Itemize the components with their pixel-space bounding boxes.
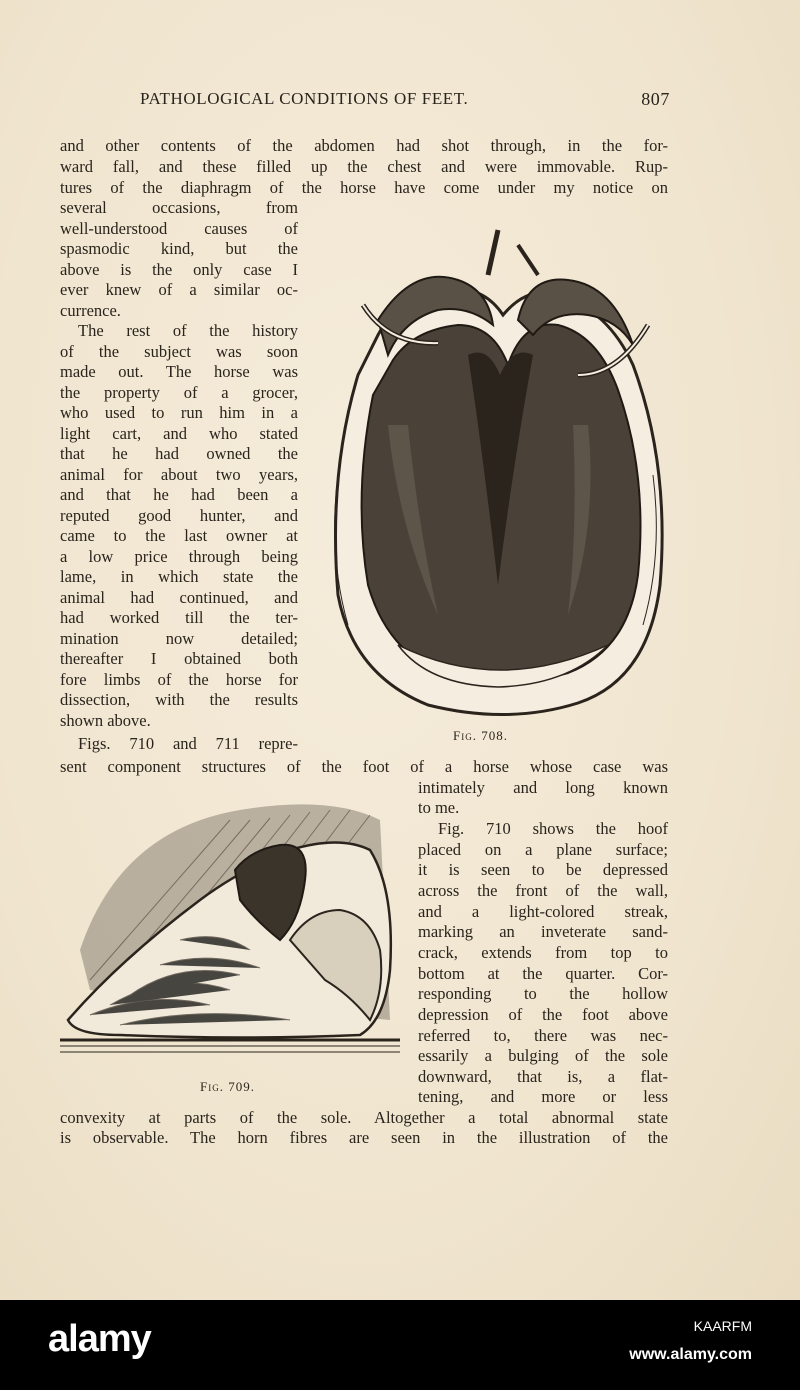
alamy-logo: alamy xyxy=(48,1318,151,1360)
text-line: of the subject was soon xyxy=(60,342,298,361)
text-line: and that he had been a xyxy=(60,485,298,504)
hoof-sole-illustration xyxy=(318,225,670,720)
text-line: mination now detailed; xyxy=(60,629,298,648)
text-line: who used to run him in a xyxy=(60,403,298,422)
text-line: fore limbs of the horse for xyxy=(60,670,298,689)
text-line: Figs. 710 and 711 repre- xyxy=(78,734,298,753)
text-line: lame, in which state the xyxy=(60,567,298,586)
text-line: several occasions, from xyxy=(60,198,298,217)
text-line: placed on a plane surface; xyxy=(418,840,668,859)
text-line: tures of the diaphragm of the horse have come under my notice on xyxy=(60,178,668,197)
text-line: light cart, and who stated xyxy=(60,424,298,443)
text-line: ever knew of a similar oc- xyxy=(60,280,298,299)
text-line: referred to, there was nec- xyxy=(418,1026,668,1045)
text-line: ward fall, and these filled up the chest and were immovable. Rup- xyxy=(60,157,668,176)
text-line: well-understood causes of xyxy=(60,219,298,238)
text-line: shown above. xyxy=(60,711,151,730)
text-line: currence. xyxy=(60,301,121,320)
text-line: a low price through being xyxy=(60,547,298,566)
text-line: is observable. The horn fibres are seen in the illustration of the xyxy=(60,1128,668,1147)
text-line: that he had owned the xyxy=(60,444,298,463)
site-url: www.alamy.com xyxy=(629,1346,752,1363)
text-line: Fig. 710 shows the hoof xyxy=(438,819,668,838)
text-line: the property of a grocer, xyxy=(60,383,298,402)
text-line: essarily a bulging of the sole xyxy=(418,1046,668,1065)
text-line: downward, that is, a flat- xyxy=(418,1067,668,1086)
text-line: thereafter I obtained both xyxy=(60,649,298,668)
text-line: convexity at parts of the sole. Altogether a total abnormal state xyxy=(60,1108,668,1127)
page-number: 807 xyxy=(641,89,670,109)
text-line: The rest of the history xyxy=(78,321,298,340)
text-line: responding to the hollow xyxy=(418,984,668,1003)
text-line: crack, extends from top to xyxy=(418,943,668,962)
text-line: bottom at the quarter. Cor- xyxy=(418,964,668,983)
text-line: spasmodic kind, but the xyxy=(60,239,298,258)
text-line: reputed good hunter, and xyxy=(60,506,298,525)
hoof-side-illustration xyxy=(60,790,400,1080)
text-line: across the front of the wall, xyxy=(418,881,668,900)
text-line: it is seen to be depressed xyxy=(418,860,668,879)
figure-caption: Fig. 708. xyxy=(453,728,508,743)
text-line: tening, and more or less xyxy=(418,1087,668,1106)
text-line: and a light-colored streak, xyxy=(418,902,668,921)
text-line: made out. The horse was xyxy=(60,362,298,381)
text-line: and other contents of the abdomen had shot through, in the for- xyxy=(60,136,668,155)
text-line: animal had continued, and xyxy=(60,588,298,607)
text-line: to me. xyxy=(418,798,460,817)
text-line: dissection, with the results xyxy=(60,690,298,709)
text-line: came to the last owner at xyxy=(60,526,298,545)
text-line: marking an inveterate sand- xyxy=(418,922,668,941)
text-line: had worked till the ter- xyxy=(60,608,298,627)
text-line: sent component structures of the foot of a horse whose case was xyxy=(60,757,668,776)
image-id-label: KAARFM xyxy=(693,1318,752,1334)
text-line: above is the only case I xyxy=(60,260,298,279)
text-line: depression of the foot above xyxy=(418,1005,668,1024)
running-header xyxy=(140,89,670,111)
text-line: intimately and long known xyxy=(418,778,668,797)
figure-caption: Fig. 709. xyxy=(200,1079,255,1094)
header-title: PATHOLOGICAL CONDITIONS OF FEET. xyxy=(140,89,469,108)
text-line: animal for about two years, xyxy=(60,465,298,484)
